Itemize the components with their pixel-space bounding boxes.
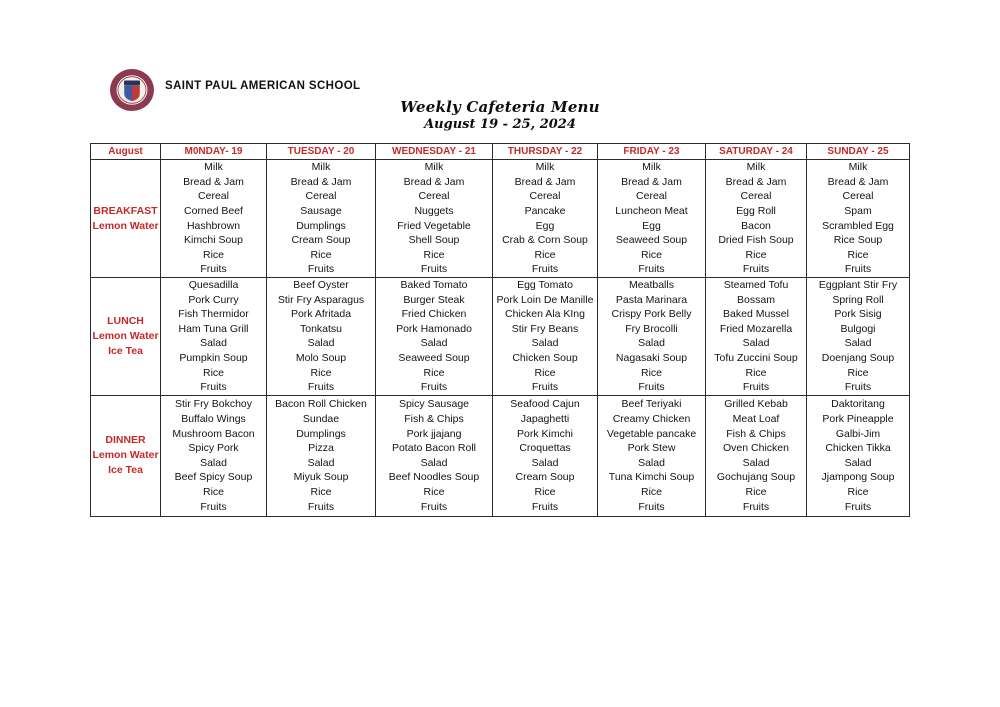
menu-item: Rice — [847, 248, 869, 261]
menu-item: Milk — [204, 161, 223, 174]
menu-item: Rice — [640, 485, 662, 498]
menu-item: Steamed Tofu — [723, 279, 789, 291]
menu-item: Dumplings — [296, 219, 346, 232]
menu-item: Fish & Chips — [404, 412, 464, 425]
menu-item: Pancake — [524, 204, 566, 217]
menu-item: Oven Chicken — [723, 442, 789, 455]
menu-item: Pasta Marinara — [615, 293, 688, 306]
lunch-tuesday-cell — [267, 278, 376, 396]
menu-item: Seafood Cajun — [510, 398, 580, 411]
menu-item: Salad — [531, 456, 559, 469]
menu-item: Rice — [745, 366, 767, 379]
school-logo-icon — [109, 68, 155, 112]
menu-item: Cereal — [636, 190, 667, 203]
menu-item: Rice — [202, 485, 224, 498]
menu-item: Stir Fry Asparagus — [277, 293, 365, 306]
menu-item: Egg — [535, 219, 555, 232]
menu-item: Fruits — [638, 500, 665, 513]
menu-item: Luncheon Meat — [615, 204, 688, 217]
meal-label-lunch — [91, 278, 161, 396]
menu-item: Beef Spicy Soup — [174, 471, 253, 484]
meal-label-line: Ice Tea — [108, 464, 143, 477]
menu-item: Egg — [642, 219, 661, 232]
menu-item: Milk — [424, 161, 444, 174]
menu-item: Fruits — [638, 263, 665, 276]
menu-item: Vegetable pancake — [606, 427, 697, 440]
menu-item: Pizza — [308, 442, 334, 455]
menu-item: Milk — [848, 161, 868, 174]
dinner-thursday-cell — [493, 395, 598, 516]
lunch-sunday-cell — [807, 278, 910, 396]
menu-item: Fruits — [200, 500, 227, 513]
menu-item: Buffalo Wings — [181, 412, 246, 425]
menu-item: Bossam — [737, 293, 775, 306]
menu-item: Sausage — [300, 204, 342, 217]
month-header: August — [91, 144, 161, 160]
menu-item: Quesadilla — [188, 279, 239, 291]
menu-item: Salad — [200, 456, 227, 469]
menu-item: Fruits — [844, 263, 872, 276]
menu-item: Chicken Tikka — [825, 442, 891, 455]
menu-item: Fish & Chips — [726, 427, 786, 440]
breakfast-friday-cell — [598, 160, 706, 278]
menu-item: Molo Soup — [295, 351, 347, 364]
menu-item: Bread & Jam — [827, 175, 889, 188]
menu-item: Cereal — [740, 190, 772, 203]
menu-item: Scrambled Egg — [822, 219, 894, 232]
menu-item: Bacon Roll Chicken — [275, 398, 367, 411]
breakfast-wednesday-cell — [376, 160, 493, 278]
menu-item: Cream Soup — [515, 471, 575, 484]
menu-item: Milk — [746, 161, 766, 174]
menu-item: Doenjang Soup — [821, 351, 895, 364]
menu-item: Bread & Jam — [403, 175, 465, 188]
dinner-monday-cell — [161, 395, 267, 516]
menu-item: Salad — [420, 456, 448, 469]
menu-item: Gochujang Soup — [716, 471, 796, 484]
menu-item: Meatballs — [629, 279, 674, 291]
menu-item: Rice — [202, 248, 224, 261]
menu-item: Fried Vegetable — [397, 219, 471, 232]
menu-item: Salad — [844, 456, 872, 469]
menu-item: Pork Afritada — [290, 308, 352, 321]
menu-item: Pork Sisig — [834, 308, 882, 321]
menu-item: Croquettas — [519, 442, 571, 455]
breakfast-thursday-cell — [493, 160, 598, 278]
lunch-friday-cell — [598, 278, 706, 396]
menu-item: Rice — [534, 248, 556, 261]
menu-item: Fruits — [742, 500, 770, 513]
menu-item: Rice — [847, 485, 869, 498]
menu-item: Seaweed Soup — [398, 351, 470, 364]
breakfast-sunday-cell — [807, 160, 910, 278]
menu-item: Stir Fry Bokchoy — [174, 398, 253, 411]
dinner-tuesday-cell — [267, 395, 376, 516]
menu-item: Rice — [534, 485, 556, 498]
menu-item: Rice — [310, 485, 332, 498]
menu-item: Japaghetti — [520, 412, 570, 425]
menu-item: Fruits — [200, 381, 227, 394]
breakfast-tuesday-cell — [267, 160, 376, 278]
menu-item: Tofu Zuccini Soup — [714, 351, 798, 364]
menu-item: Salad — [200, 337, 227, 350]
menu-item: Salad — [531, 337, 559, 350]
menu-item: Pork Stew — [627, 442, 676, 455]
menu-item: Fruits — [742, 263, 770, 276]
day-header-monday: M0NDAY- 19 — [161, 144, 267, 160]
menu-item: Pork Curry — [188, 293, 239, 306]
school-name: SAINT PAUL AMERICAN SCHOOL — [165, 80, 361, 92]
menu-item: Corned Beef — [184, 204, 243, 217]
menu-item: Cereal — [842, 190, 874, 203]
menu-item: Fruits — [638, 381, 665, 394]
menu-item: Fry Brocolli — [625, 322, 678, 335]
menu-item: Bread & Jam — [514, 175, 576, 188]
menu-item: Nuggets — [414, 204, 454, 217]
menu-item: Pork Pineapple — [822, 412, 894, 425]
menu-item: Salad — [307, 456, 335, 469]
menu-item: Milk — [642, 161, 661, 174]
menu-item: Shell Soup — [408, 234, 460, 247]
menu-item: Crispy Pork Belly — [611, 308, 692, 321]
menu-item: Rice — [640, 248, 662, 261]
menu-item: Pork Loin De Manille — [496, 293, 594, 306]
menu-item: Salad — [638, 337, 665, 350]
menu-item: Beef Oyster — [293, 279, 349, 291]
menu-item: Tonkatsu — [299, 322, 343, 335]
menu-item: Rice — [310, 366, 332, 379]
menu-item: Egg Tomato — [517, 279, 573, 291]
menu-item: Fruits — [200, 263, 227, 276]
menu-item: Spam — [844, 204, 872, 217]
menu-item: Beef Teriyaki — [621, 398, 682, 411]
breakfast-saturday-cell — [706, 160, 807, 278]
menu-item: Potato Bacon Roll — [391, 442, 477, 455]
menu-item: Nagasaki Soup — [615, 351, 688, 364]
menu-item: Rice — [534, 366, 556, 379]
meal-label-line: Ice Tea — [108, 344, 143, 357]
meal-row-breakfast — [91, 160, 910, 278]
menu-item: Salad — [638, 456, 665, 469]
menu-item: Milk — [535, 161, 555, 174]
menu-item: Chicken Ala KIng — [505, 308, 585, 321]
day-header-saturday: SATURDAY - 24 — [706, 144, 807, 160]
menu-item: Cereal — [198, 190, 229, 203]
menu-item: Bread & Jam — [290, 175, 352, 188]
menu-item: Salad — [742, 456, 770, 469]
menu-item: Bulgogi — [840, 322, 876, 335]
menu-item: Burger Steak — [403, 293, 465, 306]
meal-label-line: BREAKFAST — [93, 204, 158, 217]
menu-item: Miyuk Soup — [293, 471, 349, 484]
menu-item: Cereal — [305, 190, 337, 203]
menu-item: Rice — [310, 248, 332, 261]
meal-label-line: Lemon Water — [92, 329, 159, 342]
menu-item: Fruits — [531, 381, 559, 394]
menu-item: Cereal — [418, 190, 450, 203]
menu-item: Fish Thermidor — [178, 308, 249, 321]
meal-label-line: LUNCH — [107, 314, 144, 327]
menu-item: Daktoritang — [831, 398, 885, 411]
menu-item: Rice — [640, 366, 662, 379]
menu-item: Mushroom Bacon — [172, 427, 255, 440]
menu-item: Bread & Jam — [621, 175, 682, 188]
menu-item: Fruits — [307, 263, 335, 276]
document-date-range: August 19 - 25, 2024 — [424, 117, 576, 132]
menu-item: Grilled Kebab — [724, 398, 788, 411]
menu-item: Fruits — [420, 500, 448, 513]
lunch-wednesday-cell — [376, 278, 493, 396]
menu-item: Bread & Jam — [725, 175, 787, 188]
menu-item: Fruits — [420, 381, 448, 394]
breakfast-monday-cell — [161, 160, 267, 278]
menu-item: Rice — [745, 485, 767, 498]
menu-item: Fried Mozarella — [719, 322, 793, 335]
menu-item: Salad — [307, 337, 335, 350]
menu-item: Fruits — [531, 263, 559, 276]
menu-item: Beef Noodles Soup — [388, 471, 480, 484]
menu-item: Salad — [742, 337, 770, 350]
menu-item: Spicy Pork — [188, 442, 239, 455]
menu-item: Kimchi Soup — [184, 234, 243, 247]
dinner-friday-cell — [598, 395, 706, 516]
menu-item: Seaweed Soup — [615, 234, 688, 247]
menu-item: Fruits — [420, 263, 448, 276]
meal-label-line: DINNER — [105, 434, 146, 447]
menu-item: Pumpkin Soup — [179, 351, 248, 364]
menu-item: Dumplings — [296, 427, 346, 440]
dinner-saturday-cell — [706, 395, 807, 516]
dinner-sunday-cell — [807, 395, 910, 516]
day-header-friday: FRIDAY - 23 — [598, 144, 706, 160]
menu-item: Ham Tuna Grill — [178, 322, 249, 335]
lunch-saturday-cell — [706, 278, 807, 396]
menu-item: Rice — [423, 485, 445, 498]
menu-item: Rice — [847, 366, 869, 379]
menu-item: Pork jjajang — [406, 427, 462, 440]
day-header-wednesday: WEDNESDAY - 21 — [376, 144, 493, 160]
menu-item: Fruits — [307, 381, 335, 394]
menu-item: Stir Fry Beans — [511, 322, 579, 335]
meal-label-breakfast — [91, 160, 161, 278]
menu-item: Salad — [844, 337, 872, 350]
menu-item: Hashbrown — [186, 219, 241, 232]
menu-item: Fruits — [844, 381, 872, 394]
menu-item: Egg Roll — [736, 204, 776, 217]
menu-item: Galbi-Jim — [835, 427, 881, 440]
menu-item: Crab & Corn Soup — [502, 234, 588, 247]
menu-item: Bacon — [741, 219, 771, 232]
menu-item: Fruits — [307, 500, 335, 513]
menu-item: Fried Chicken — [401, 308, 467, 321]
dinner-wednesday-cell — [376, 395, 493, 516]
menu-item: Tuna Kimchi Soup — [608, 471, 695, 484]
menu-item: Pork Hamonado — [396, 322, 472, 335]
menu-item: Creamy Chicken — [612, 412, 691, 425]
menu-item: Eggplant Stir Fry — [818, 279, 898, 291]
menu-item: Rice Soup — [833, 234, 883, 247]
meal-row-dinner — [91, 395, 910, 516]
meal-row-lunch — [91, 278, 910, 396]
menu-item: Dried Fish Soup — [718, 234, 794, 247]
document-title: Weekly Cafeteria Menu — [400, 98, 600, 116]
meal-label-line: Lemon Water — [92, 449, 159, 462]
meal-label-dinner — [91, 395, 161, 516]
menu-item: Fruits — [742, 381, 770, 394]
menu-item: Cereal — [529, 190, 561, 203]
menu-item: Salad — [420, 337, 448, 350]
menu-item: Baked Mussel — [723, 308, 789, 321]
menu-item: Bread & Jam — [183, 175, 244, 188]
menu-item: Spicy Sausage — [398, 398, 470, 411]
lunch-thursday-cell — [493, 278, 598, 396]
menu-item: Rice — [202, 366, 224, 379]
menu-item: Cream Soup — [291, 234, 351, 247]
menu-item: Spring Roll — [832, 293, 884, 306]
menu-item: Rice — [423, 366, 445, 379]
weekly-menu-table — [90, 143, 910, 517]
lunch-monday-cell — [161, 278, 267, 396]
menu-item: Meat Loaf — [732, 412, 780, 425]
menu-item: Sundae — [302, 412, 340, 425]
menu-item: Rice — [423, 248, 445, 261]
menu-item: Jjampong Soup — [821, 471, 895, 484]
day-header-thursday: THURSDAY - 22 — [493, 144, 598, 160]
day-header-tuesday: TUESDAY - 20 — [267, 144, 376, 160]
day-header-sunday: SUNDAY - 25 — [807, 144, 910, 160]
menu-item: Fruits — [531, 500, 559, 513]
menu-item: Baked Tomato — [400, 279, 468, 291]
menu-item: Fruits — [844, 500, 872, 513]
menu-item: Milk — [311, 161, 331, 174]
meal-label-line: Lemon Water — [92, 219, 159, 232]
menu-item: Chicken Soup — [512, 351, 578, 364]
menu-item: Rice — [745, 248, 767, 261]
menu-item: Pork Kimchi — [516, 427, 573, 440]
